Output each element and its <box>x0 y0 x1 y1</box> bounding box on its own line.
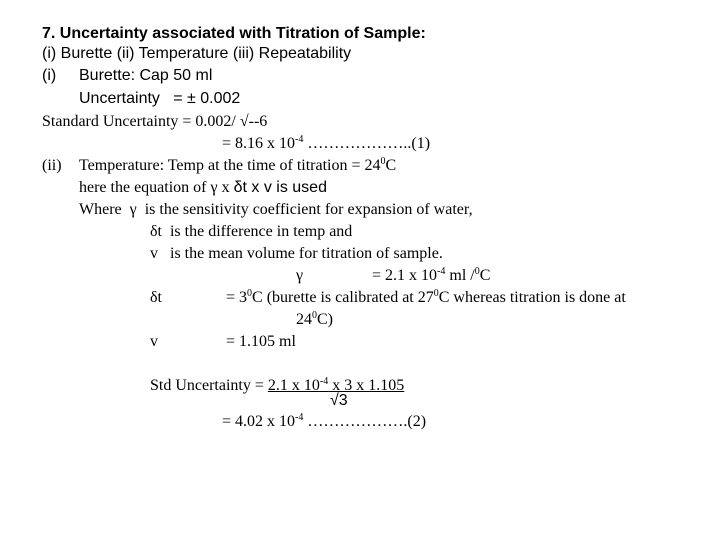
std-uncertainty-2: Std Uncertainty = 2.1 x $10^{-4}$ x 3 x 1.105 <box>150 376 405 394</box>
where-line: Where γ is the sensitivity coefficient for expansion of water, <box>79 201 473 218</box>
burette-label: (i) <box>42 67 57 84</box>
delta-t-value-cont: $24^0C$) <box>296 310 333 328</box>
std-uncertainty-line: Standard Uncertainty = 0.002/ √--6 <box>42 113 268 130</box>
delta-t-value: = $3^0C$ (burette is calibrated at $27^0C$ whereas titration is done at <box>226 288 626 306</box>
equation-line: here the equation of γ x δt x v is used <box>79 179 327 196</box>
temp-label: (ii) <box>42 157 62 174</box>
std-uncertainty-numerator: 2.1 x $10^{-4}$ x 3 x 1.105 <box>267 376 405 394</box>
delta-t-symbol: δt <box>150 289 162 306</box>
temp-text: Temperature: Temp at the time of titration = $24^0C$ <box>79 156 397 174</box>
std-uncertainty-result: = 8.16 x $10^{-4}$ ………………..(1) <box>222 134 431 152</box>
delta-t-definition: δt is the difference in temp and <box>150 223 353 240</box>
subheading: (i) Burette (ii) Temperature (iii) Repeatability <box>42 45 352 62</box>
volume-definition: v is the mean volume for titration of sample. <box>150 245 443 262</box>
burette-text: Burette: Cap 50 ml <box>79 67 213 84</box>
burette-uncertainty: Uncertainty = ± 0.002 <box>79 90 241 107</box>
std-uncertainty-denominator: √3 <box>330 392 348 409</box>
gamma-symbol: γ <box>296 267 304 284</box>
volume-value: = 1.105 ml <box>226 333 296 350</box>
volume-symbol: v <box>150 333 158 350</box>
std-uncertainty-2-result: = 4.02 x $10^{-4}$ ……………….(2) <box>222 412 427 430</box>
heading: 7. Uncertainty associated with Titration of Sample: <box>42 25 426 42</box>
gamma-value: = 2.1 x $10^{-4}$ ml /$^0$C <box>372 266 491 284</box>
